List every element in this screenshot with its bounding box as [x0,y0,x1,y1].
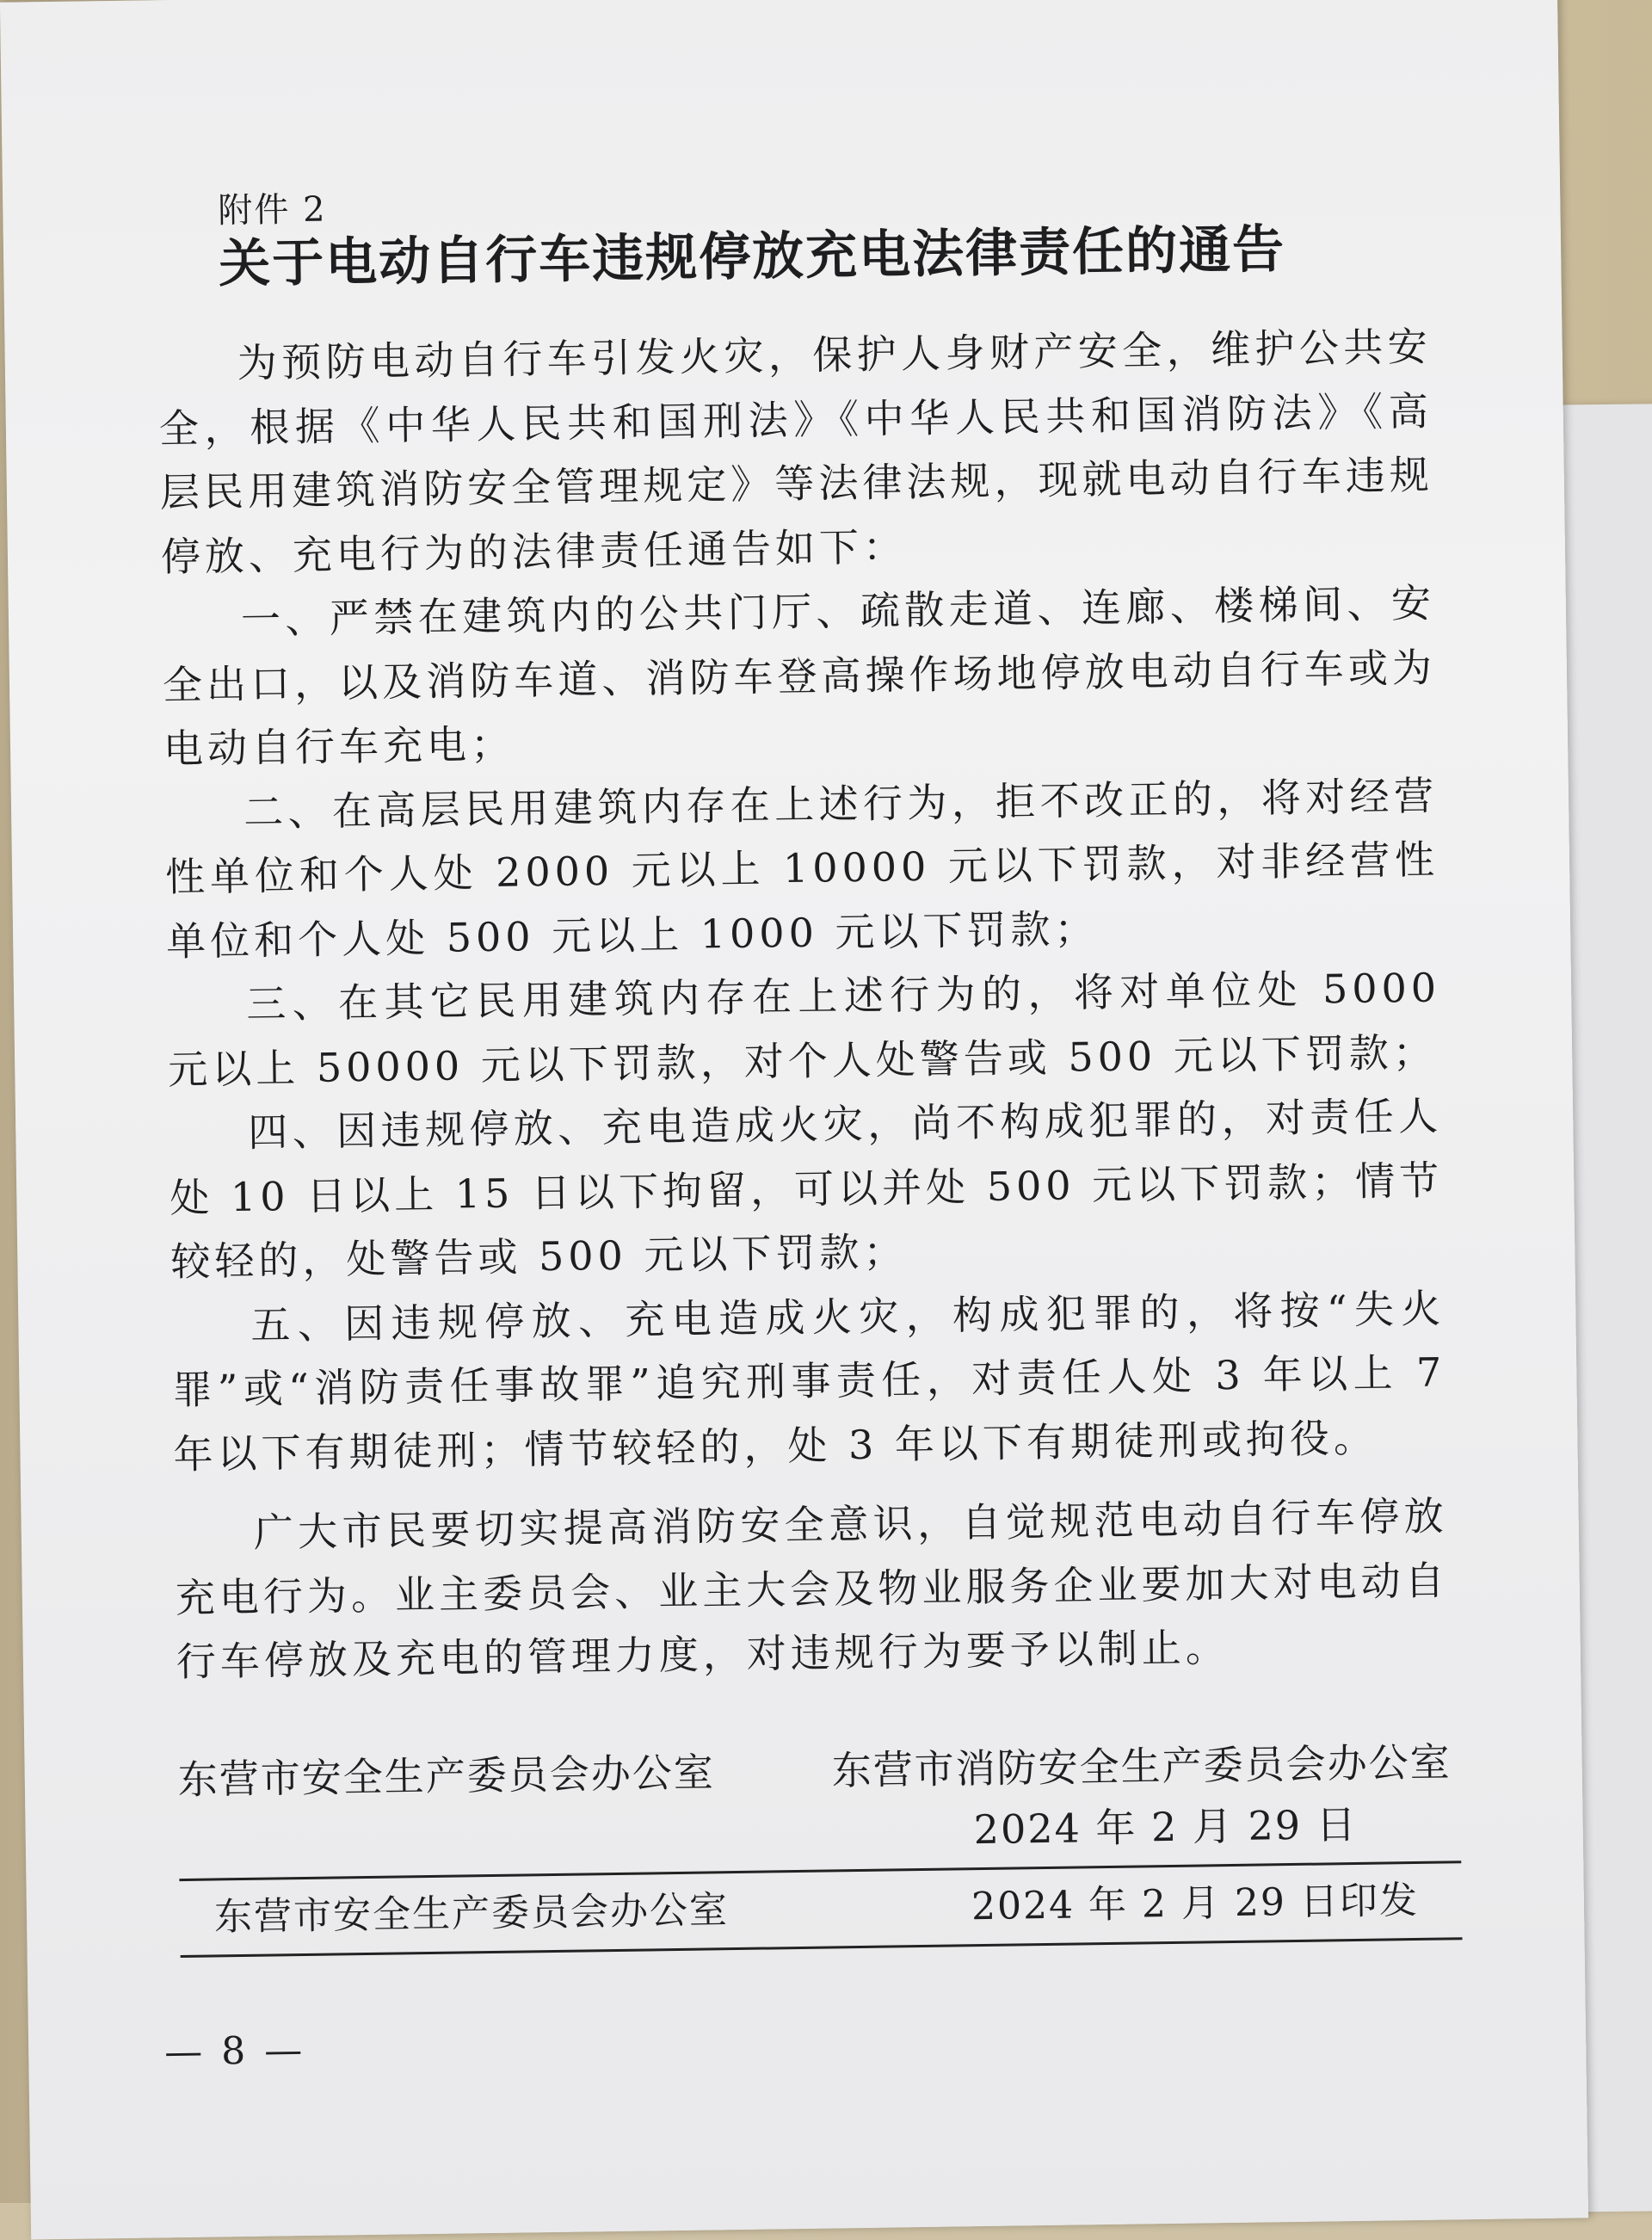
clause-1: 一、严禁在建筑内的公共门厅、疏散走道、连廊、楼梯间、安全出口，以及消防车道、消防车登高操作场地停放电动自行车或为电动自行车充电； [162,579,1437,773]
signature-left: 东营市安全生产委员会办公室 [177,1748,716,1803]
clause-5: 五、因违规停放、充电造成火灾，构成犯罪的，将按“失火罪”或“消防责任事故罪”追究刑事责任，对责任人处 3 年以上 7 年以下有期徒刑；情节较轻的，处 3 年以下有期徒刑或拘役。 [172,1284,1446,1478]
page-number: — 8 — [163,2027,306,2074]
attachment-label: 附件 2 [218,189,327,231]
footer-issuer: 东营市安全生产委员会办公室 [213,1887,730,1939]
clause-4: 四、因违规停放、充电造成火灾，尚不构成犯罪的，对责任人处 10 日以上 15 日以下拘留，可以并处 500 元以下罚款；情节较轻的，处警告或 500 元以下罚款； [169,1092,1444,1286]
clause-2: 二、在高层民用建筑内存在上述行为，拒不改正的，将对经营性单位和个人处 2000 元以上 10000 元以下罚款，对非经营性单位和个人处 500 元以上 1000 元以下罚款； [164,772,1439,965]
closing-paragraph: 广大市民要切实提高消防安全意识，自觉规范电动自行车停放充电行为。业主委员会、业主大会及物业服务企业要加大对电动自行车停放及充电的管理力度，对违规行为要予以制止。 [175,1492,1450,1686]
document-title: 关于电动自行车违规停放充电法律责任的通告 [218,219,1286,295]
notice-body [157,315,1450,1694]
document-content [156,174,1455,2074]
clause-3: 三、在其它民用建筑内存在上述行为的，将对单位处 5000 元以上 50000 元以下罚款，对个人处警告或 500 元以下罚款； [167,964,1441,1093]
signature-date: 2024 年 2 月 29 日 [973,1800,1359,1853]
intro-paragraph: 为预防电动自行车引发火灾，保护人身财产安全，维护公共安全，根据《中华人民共和国刑法》《中华人民共和国消防法》《高层民用建筑消防安全管理规定》等法律法规，现就电动自行车违规停放、充电行为的法律责任通告如下： [158,323,1434,580]
footer-issue-date: 2024 年 2 月 29 日印发 [971,1878,1420,1928]
signature-right: 东营市消防安全生产委员会办公室 [831,1737,1452,1793]
